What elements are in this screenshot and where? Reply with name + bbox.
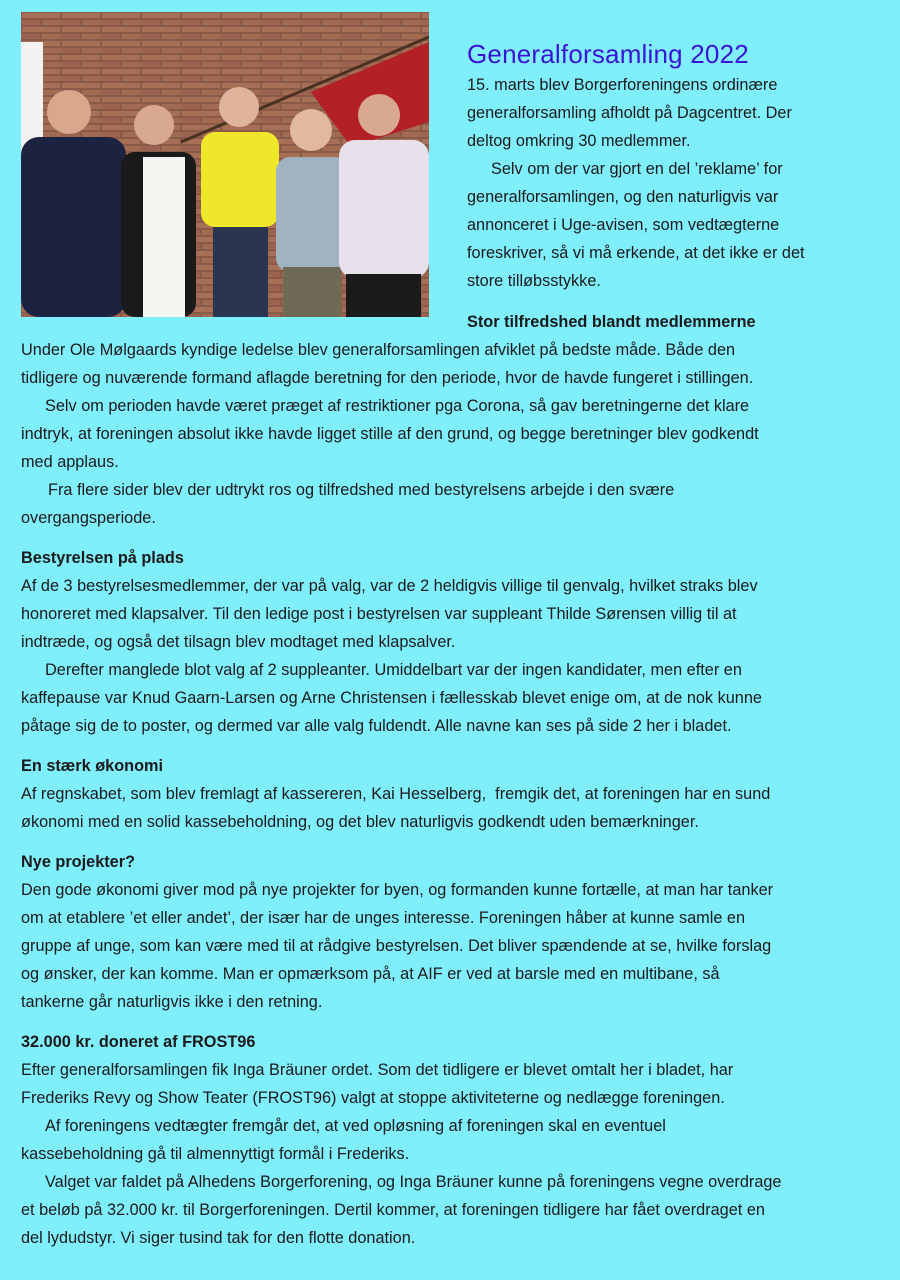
article-body xyxy=(21,336,891,1252)
intro-column xyxy=(467,38,887,336)
body-line: Fra flere sider blev der udtrykt ros og tilfredshed med bestyrelsens arbejde i den svære xyxy=(48,481,675,499)
section-heading: Nye projekter? xyxy=(21,853,136,871)
intro-line: Selv om der var gjort en del ’reklame’ for xyxy=(491,160,783,178)
body-line: om at etablere ’et eller andet’, der især har de unges interesse. Foreningen håber at kunne samle en xyxy=(21,909,746,927)
body-line: gruppe af unge, som kan være med til at rådgive bestyrelsen. Det bliver spændende at se, hvilke forslag xyxy=(21,937,772,955)
section-economy xyxy=(21,752,891,836)
body-line: påtage sig de to poster, og dermed var alle valg fuldendt. Alle navne kan ses på side 2 her i bladet. xyxy=(21,717,732,735)
body-line: Valget var faldet på Alhedens Borgerforening, og Inga Bräuner kunne på foreningens vegne overdrage xyxy=(45,1173,782,1191)
body-line: honoreret med klapsalver. Til den ledige post i bestyrelsen var suppleant Thilde Sørensen villig til at xyxy=(21,605,737,623)
intro-line: foreskriver, så vi må erkende, at det ikke er det xyxy=(467,244,805,262)
section-heading: 32.000 kr. doneret af FROST96 xyxy=(21,1033,256,1051)
intro-line: 15. marts blev Borgerforeningens ordinære xyxy=(467,76,778,94)
body-line: og ønsker, der kan komme. Man er opmærksom på, at AIF er ved at barsle med en multibane, så xyxy=(21,965,720,983)
group-photo xyxy=(21,12,429,317)
body-line: med applaus. xyxy=(21,453,119,471)
body-line: overgangsperiode. xyxy=(21,509,156,527)
section-board xyxy=(21,544,891,740)
body-line: økonomi med en solid kassebeholdning, og det blev naturligvis godkendt uden bemærkninger. xyxy=(21,813,699,831)
intro-line: generalforsamlingen, og den naturligvis var xyxy=(467,188,779,206)
body-line: tankerne går naturligvis ikke i den retning. xyxy=(21,993,323,1011)
body-line: indtryk, at foreningen absolut ikke havde ligget stille af den grund, og begge beretninger blev godkendt xyxy=(21,425,759,443)
section-donation xyxy=(21,1028,891,1252)
body-line: del lydudstyr. Vi siger tusind tak for den flotte donation. xyxy=(21,1229,416,1247)
article-title: Generalforsamling 2022 xyxy=(467,39,749,69)
body-line: et beløb på 32.000 kr. til Borgerforeningen. Dertil kommer, at foreningen tidligere har fået overdraget en xyxy=(21,1201,765,1219)
body-line: Af foreningens vedtægter fremgår det, at ved opløsning af foreningen skal en eventuel xyxy=(45,1117,666,1135)
section-heading: Bestyrelsen på plads xyxy=(21,549,184,567)
body-line: tidligere og nuværende formand aflagde beretning for den periode, hvor de havde fungeret i stillingen. xyxy=(21,369,754,387)
body-line: Efter generalforsamlingen fik Inga Bräuner ordet. Som det tidligere er blevet omtalt her i bladet, har xyxy=(21,1061,734,1079)
section-satisfaction xyxy=(21,336,891,532)
section-heading: Stor tilfredshed blandt medlemmerne xyxy=(467,313,756,331)
body-line: kaffepause var Knud Gaarn-Larsen og Arne Christensen i fællesskab blevet enige om, at de nok kunne xyxy=(21,689,762,707)
intro-line: generalforsamling afholdt på Dagcentret. Der xyxy=(467,104,792,122)
body-line: Af de 3 bestyrelsesmedlemmer, der var på valg, var de 2 heldigvis villige til genvalg, hvilket straks blev xyxy=(21,577,758,595)
body-line: indtræde, og også det tilsagn blev modtaget med klapsalver. xyxy=(21,633,456,651)
body-line: Derefter manglede blot valg af 2 suppleanter. Umiddelbart var der ingen kandidater, men efter en xyxy=(45,661,742,679)
body-line: Frederiks Revy og Show Teater (FROST96) valgt at stoppe aktiviteterne og nedlægge foreningen. xyxy=(21,1089,725,1107)
body-line: Under Ole Mølgaards kyndige ledelse blev generalforsamlingen afviklet på bedste måde. Både den xyxy=(21,341,736,359)
body-line: kassebeholdning gå til almennyttigt formål i Frederiks. xyxy=(21,1145,410,1163)
intro-line: annonceret i Uge-avisen, som vedtægterne xyxy=(467,216,780,234)
intro-line: deltog omkring 30 medlemmer. xyxy=(467,132,691,150)
intro-line: store tilløbsstykke. xyxy=(467,272,601,290)
section-projects xyxy=(21,848,891,1016)
body-line: Selv om perioden havde været præget af restriktioner pga Corona, så gav beretningerne det klare xyxy=(45,397,750,415)
body-line: Den gode økonomi giver mod på nye projekter for byen, og formanden kunne fortælle, at man har tanker xyxy=(21,881,774,899)
body-line: Af regnskabet, som blev fremlagt af kassereren, Kai Hesselberg, fremgik det, at foreningen har en sund xyxy=(21,785,771,803)
section-heading: En stærk økonomi xyxy=(21,757,164,775)
